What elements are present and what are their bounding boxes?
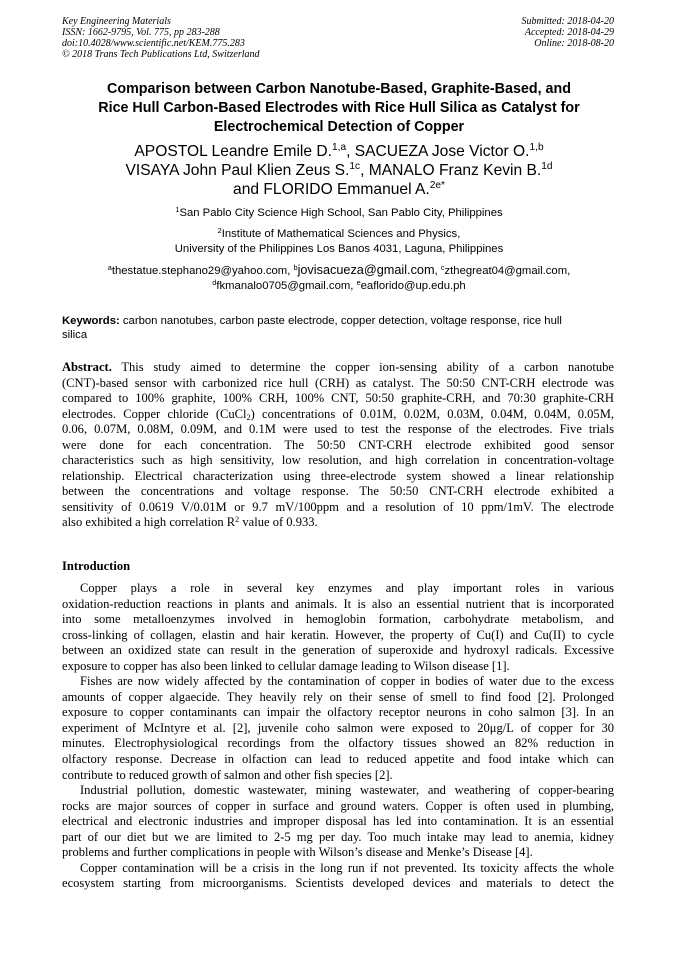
title-line: Rice Hull Carbon-Based Electrodes with Rice Hull Silica as Catalyst for [98, 100, 580, 116]
keywords-text: carbon nanotubes, carbon paste electrode, copper detection, voltage response, rice hull [119, 315, 562, 327]
abstract-label: Abstract. [62, 360, 112, 374]
paragraph-line: exposure to copper has also been linked to cellular damage leading to Wilson disease [1]. [62, 658, 510, 673]
email-separator: , [434, 265, 441, 277]
abstract-line: also exhibited a high correlation R [62, 515, 236, 530]
author-name: APOSTOL Leandre Emile D. [134, 143, 332, 160]
affiliation-1 [70, 206, 608, 221]
paragraph-line: Industrial pollution, domestic wastewater, mining wastewater, and weathering of copper-bearing [80, 783, 614, 798]
submitted-date: Submitted: 2018-04-20 [521, 16, 614, 27]
author-sup: 1,b [529, 142, 544, 154]
subscript: 2 [246, 413, 251, 423]
email-link[interactable]: eaflorido@up.edu.ph [360, 280, 466, 292]
paragraph [62, 674, 614, 783]
keywords-label: Keywords: [62, 315, 120, 327]
doi: doi:10.4028/www.scientific.net/KEM.775.283 [62, 38, 245, 49]
paragraph-line: oxidation-reduction reactions in plants and animals. It is also an essential nutrient that is incorporated [62, 596, 614, 611]
affiliation-sup: 2 [217, 225, 222, 235]
abstract-line: sensitivity of 0.0619 V/0.01M or 9.7 mV/100ppm and a resolution of 10 ppm/1mV. The electrode [62, 499, 614, 514]
author-name: , SACUEZA Jose Victor O. [346, 143, 530, 160]
abstract-line: electrodes. Copper chloride (CuCl [62, 406, 247, 421]
paragraph-line: contribute to reduced growth of salmon and other fish species [2]. [62, 767, 393, 782]
affiliation-text: San Pablo City Science High School, San Pablo City, Philippines [179, 207, 503, 219]
author-sup: 1d [541, 161, 553, 173]
paragraph-line: Fishes are now widely affected by the contamination of copper in bodies of water due to the excess [80, 674, 614, 689]
accepted-date: Accepted: 2018-04-29 [524, 27, 614, 38]
author-name: , MANALO Franz Kevin B. [360, 162, 542, 179]
author-list [80, 142, 598, 199]
author-line [80, 180, 598, 199]
paragraph-line: between an oxidized state can result in the generation of superoxide and hydroxyl radicals. Excessive [62, 643, 614, 658]
abstract [62, 360, 614, 531]
paragraph-line: exposure to copper contaminants can impair the olfactory receptor neurons in coho salmon [3]. In an [62, 705, 614, 720]
paragraph-line: part of our diet but we are limited to 2-5 mg per day. Too much intake may lead to anemia, kidney [62, 829, 614, 844]
email-sup: d [212, 277, 217, 287]
author-line [80, 142, 598, 161]
email-list [70, 263, 608, 294]
paragraph-line: experiment of McIntyre et al. [2], juvenile coho salmon were exposed to 20μg/L of copper for 30 [62, 720, 614, 735]
abstract-line: characteristics such as high sensitivity, low resolution, and high correlation in concentration-voltage [62, 453, 614, 468]
paragraph-line: into some metalloenzymes involved in hemoglobin formation, carbohydrate metabolism, and [62, 612, 614, 627]
abstract-line: value of 0.933. [239, 515, 318, 530]
author-sup: 2e* [429, 180, 445, 192]
journal-name: Key Engineering Materials [62, 16, 171, 27]
paragraph-line: ecosystem starting from microorganisms. Scientists developed devices and materials to detect the [62, 876, 614, 891]
author-sup: 1,a [332, 142, 347, 154]
abstract-line: This study aimed to determine the copper ion-sensing ability of a carbon nanotube [111, 360, 614, 374]
issn: ISSN: 1662-9795, Vol. 775, pp 283-288 [62, 27, 220, 38]
publication-dates [522, 16, 615, 49]
abstract-line: 0.06, 0.07M, 0.08M, 0.09M, and 0.1M were used to test the response of the electrodes. Five trials [62, 422, 614, 437]
email-link[interactable]: fkmanalo0705@gmail.com, [216, 280, 357, 292]
abstract-line: relationship. Electrical characterization using three-electrode system showed a linear relationship [62, 468, 614, 483]
paragraph [62, 783, 614, 861]
email-sup: e [356, 277, 361, 287]
affiliation-2 [70, 227, 608, 257]
email-sup: a [107, 262, 112, 272]
introduction-body [62, 581, 614, 892]
abstract-line: (CNT)-based sensor with carbonized rice hull (CRH) as catalyst. The 50:50 CNT-CRH electrode was [62, 375, 614, 390]
abstract-line: compared to 100% graphite, 100% CRH, 100% CNT, 50:50 graphite-CRH, and 70:30 graphite-CRH [62, 391, 614, 406]
paragraph-line: amounts of copper algaecide. They heavily rely on their sense of smell to find food [2]. Prolonged [62, 689, 614, 704]
affiliation-text: Institute of Mathematical Sciences and Physics, [221, 228, 461, 240]
abstract-line: between the concentrations and voltage response. The 50:50 CNT-CRH electrode exhibited a [62, 484, 614, 499]
keywords-text: silica [62, 329, 88, 341]
journal-info [62, 16, 260, 60]
email-link[interactable]: thestatue.stephano29@yahoo.com, [111, 265, 294, 277]
affiliation-text: University of the Philippines Los Banos 4031, Laguna, Philippines [174, 243, 504, 255]
keywords [62, 314, 616, 342]
email-sup: b [293, 262, 298, 272]
paragraph-line: electrical and electronic industries and improper disposal has led into contamination. It is an essential [62, 814, 614, 829]
paragraph-line: Copper plays a role in several key enzymes and play important roles in various [80, 581, 614, 595]
author-sup: 1c [349, 161, 361, 173]
author-line [80, 161, 598, 180]
section-heading: Introduction [62, 559, 131, 573]
copyright: © 2018 Trans Tech Publications Ltd, Switzerland [62, 49, 260, 60]
title-line: Comparison between Carbon Nanotube-Based, Graphite-Based, and [107, 81, 571, 97]
paragraph-line: minutes. Electrophysiological recordings from the olfactory tissues showed an 82% reduction in [62, 736, 614, 751]
paragraph-line: Copper contamination will be a crisis in the long run if not prevented. Its toxicity affects the whole [80, 860, 614, 875]
email-link[interactable]: zthegreat04@gmail.com, [444, 265, 571, 277]
author-name: and FLORIDO Emmanuel A. [233, 181, 430, 198]
paragraph-line: olfactory response. Decrease in olfaction can lead to reduced appetite and food intake which can [62, 752, 614, 767]
email-sup: c [440, 262, 445, 272]
abstract-line: were done for each concentration. The 50:50 CNT-CRH electrode exhibited good sensor [62, 437, 614, 452]
online-date: Online: 2018-08-20 [534, 38, 614, 49]
paragraph-line: cross-linking of collagen, elastin and hair keratin. However, the property of Cu(I) and Cu(II) to cycle [62, 627, 614, 642]
paragraph [62, 581, 614, 674]
author-name: VISAYA John Paul Klien Zeus S. [125, 162, 350, 179]
paragraph-line: problems and further complications in people with Wilson’s disease and Menke’s Disease [4]. [62, 845, 533, 860]
affiliation-sup: 1 [175, 204, 180, 214]
paragraph-line: rocks are major sources of copper in surface and ground waters. Copper is often used in plumbing, [62, 798, 614, 813]
abstract-line: ) concentrations of 0.01M, 0.02M, 0.03M, 0.04M, 0.04M, 0.05M, [250, 406, 615, 421]
title-line: Electrochemical Detection of Copper [213, 119, 465, 135]
superscript: 2 [235, 514, 240, 524]
paragraph [62, 861, 614, 892]
email-link[interactable]: jovisacueza@gmail.com [297, 263, 435, 277]
paper-title [50, 80, 628, 137]
